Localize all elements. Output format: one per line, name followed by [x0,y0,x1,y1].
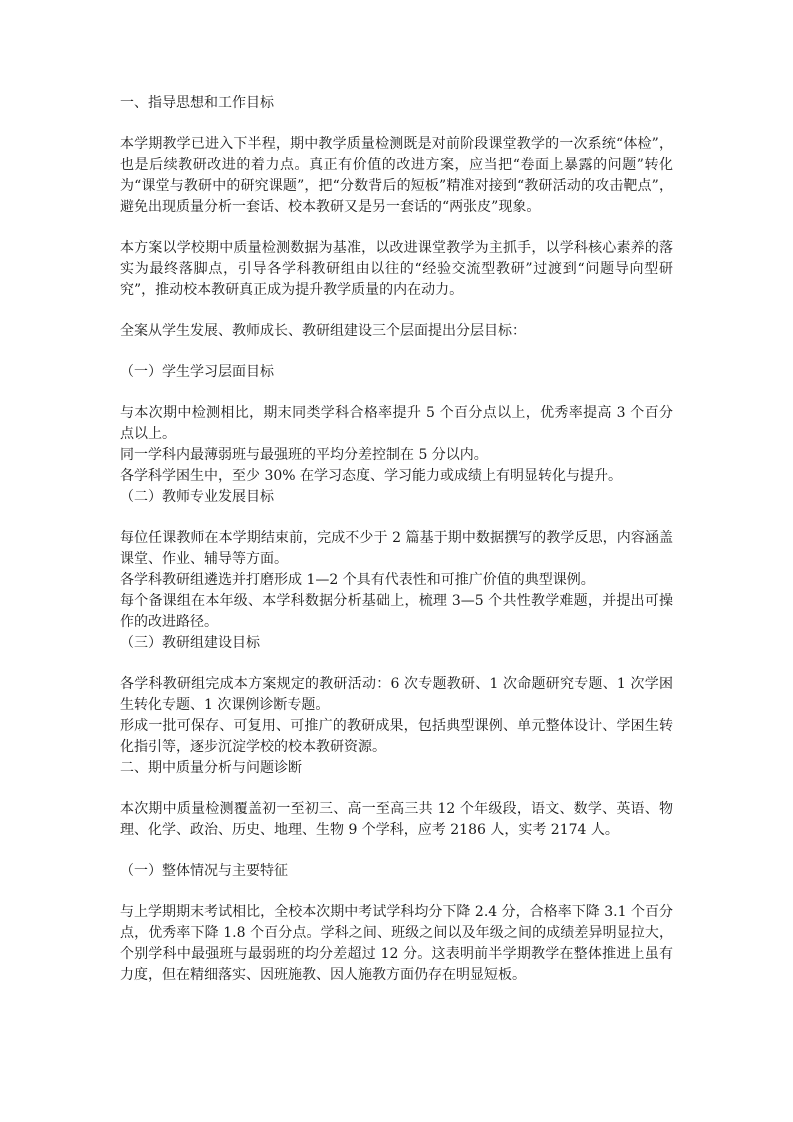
group-goal-item: 形成一批可保存、可复用、可推广的教研成果，包括典型课例、单元整体设计、学困生转化指引等，逐步沉淀学校的校本教研资源。 [120,718,673,755]
subsection-overall-title: （一）整体情况与主要特征 [120,863,288,879]
section2-paragraph-1: 本次期中质量检测覆盖初一至初三、高一至高三共 12 个年级段，语文、数学、英语、物理、化学、政治、历史、地理、生物 9 个学科，应考 2186 人，实考 2174 人。 [120,801,673,838]
student-goal-item: 各学科学困生中，至少 30% 在学习态度、学习能力或成绩上有明显转化与提升。 [120,468,623,484]
teacher-goal-item: 每个备课组在本年级、本学科数据分析基础上，梳理 3—5 个共性教学难题，并提出可操作的改进路径。 [120,593,673,630]
document-page [120,93,673,986]
subsection-teacher-goals-title: （二）教师专业发展目标 [120,489,274,505]
overall-paragraph: 与上学期期末考试相比，全校本次期中考试学科均分下降 2.4 分，合格率下降 3.1 个百分点，优秀率下降 1.8 个百分点。学科之间、班级之间以及年级之间的成绩差异明显拉大，个别学科中最强班与最弱班的均分差超过 12 分。这表明前半学期教学在整体推进上虽有力度，但在精细落实、因班施教、因人施教方面仍存在明显短板。 [120,904,673,983]
section2-title: 二、期中质量分析与问题诊断 [120,760,302,776]
student-goal-item: 与本次期中检测相比，期末同类学科合格率提升 5 个百分点以上，优秀率提高 3 个百分点以上。 [120,405,673,442]
section1-paragraph-1: 本学期教学已进入下半程，期中教学质量检测既是对前阶段课堂教学的一次系统“体检”，也是后续教研改进的着力点。真正有价值的改进方案，应当把“卷面上暴露的问题”转化为“课堂与教研中的研究课题”，把“分数背后的短板”精准对接到“教研活动的攻击靶点”，避免出现质量分析一套话、校本教研又是另一套话的“两张皮”现象。 [120,136,673,215]
teacher-goal-item: 每位任课教师在本学期结束前，完成不少于 2 篇基于期中数据撰写的教学反思，内容涵盖课堂、作业、辅导等方面。 [120,530,673,567]
teacher-goal-item: 各学科教研组遴选并打磨形成 1—2 个具有代表性和可推广价值的典型课例。 [120,572,595,588]
subsection-student-goals-title: （一）学生学习层面目标 [120,364,274,380]
student-goal-item: 同一学科内最薄弱班与最强班的平均分差控制在 5 分以内。 [120,447,488,463]
section1-title: 一、指导思想和工作目标 [120,95,274,111]
subsection-group-goals-title: （三）教研组建设目标 [120,635,260,651]
section1-paragraph-2: 本方案以学校期中质量检测数据为基准，以改进课堂教学为主抓手，以学科核心素养的落实为最终落脚点，引导各学科教研组由以往的“经验交流型教研”过渡到“问题导向型研究”，推动校本教研真正成为提升教学质量的内在动力。 [120,240,673,298]
section1-paragraph-3: 全案从学生发展、教师成长、教研组建设三个层面提出分层目标： [120,323,526,339]
group-goal-item: 各学科教研组完成本方案规定的教研活动：6 次专题教研、1 次命题研究专题、1 次学困生转化专题、1 次课例诊断专题。 [120,676,673,713]
